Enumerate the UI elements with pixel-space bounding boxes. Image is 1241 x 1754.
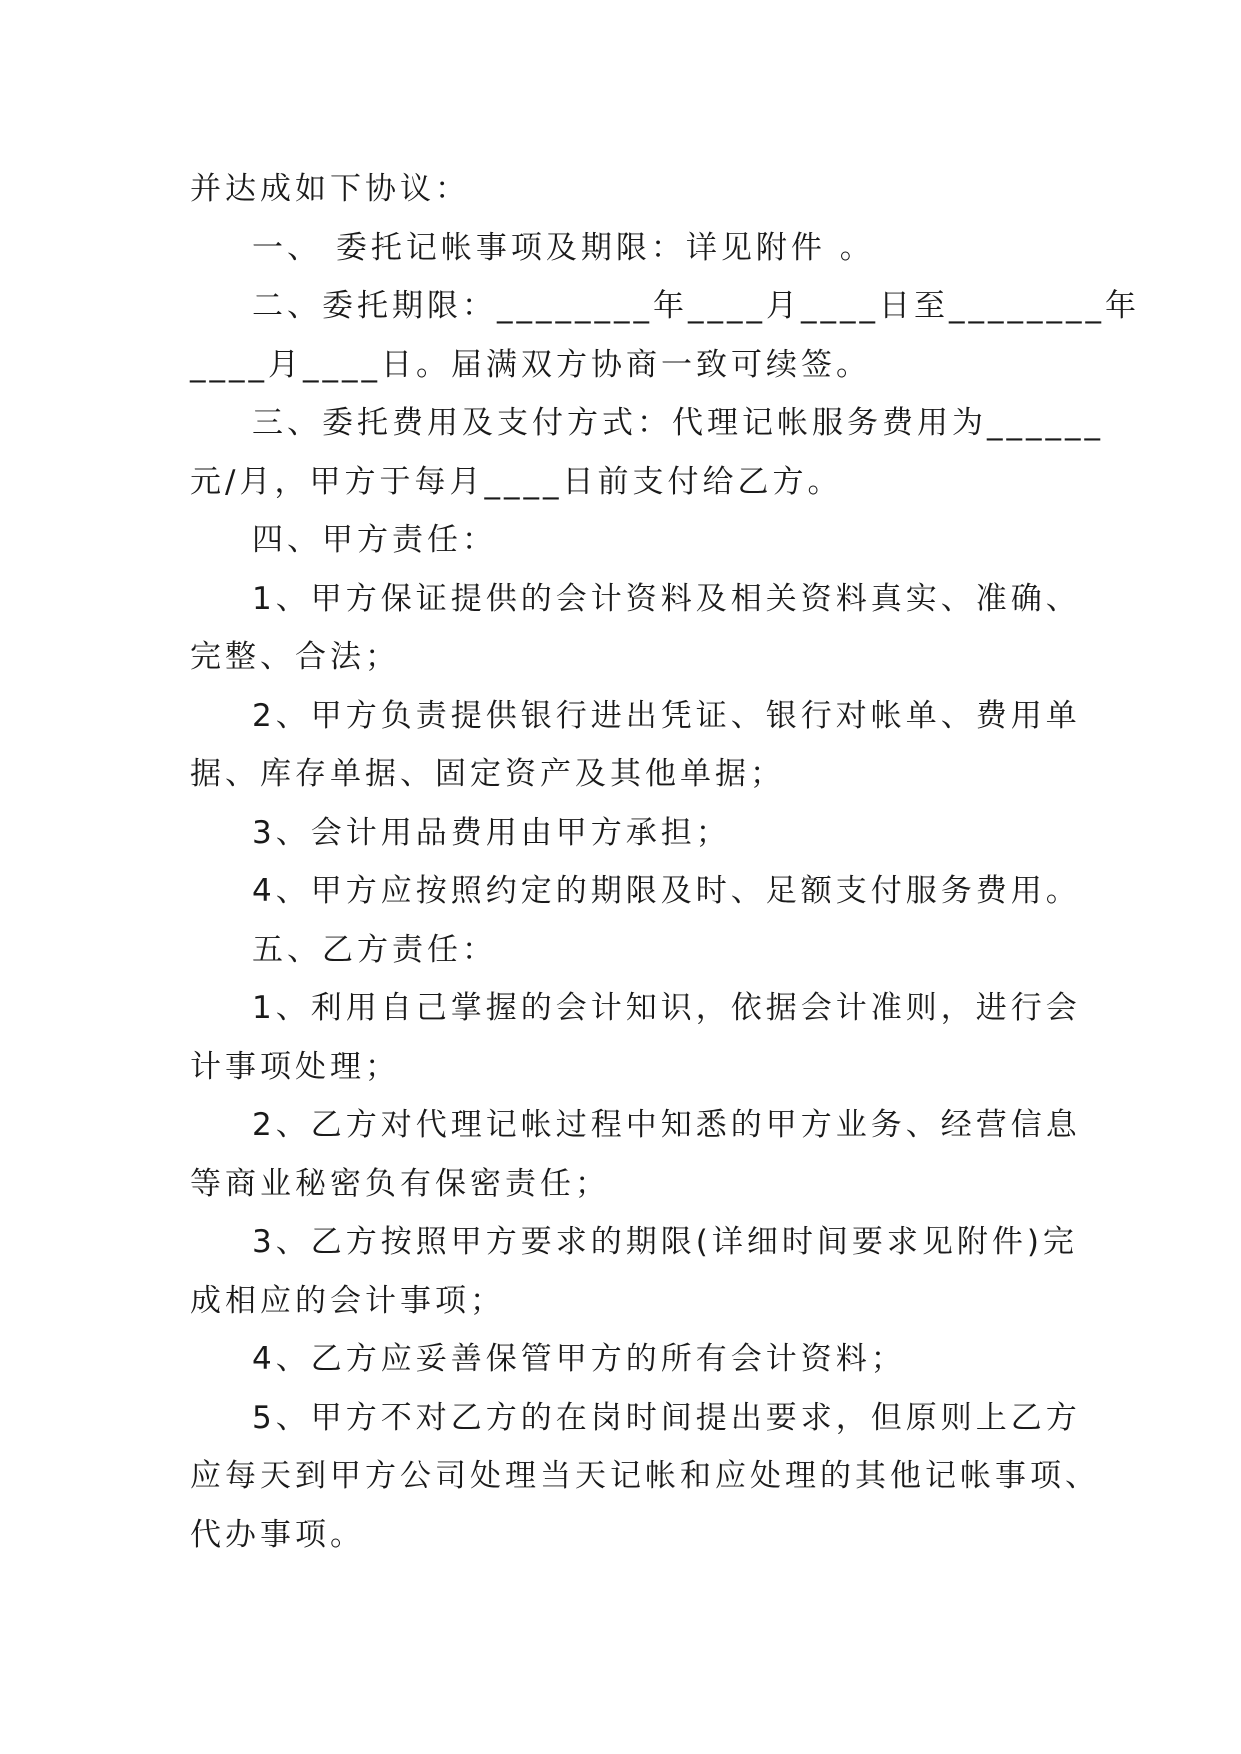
list-item: 4、甲方应按照约定的期限及时、足额支付服务费用。 xyxy=(252,873,1081,909)
section-heading-1: 一、 委托记帐事项及期限：详见附件 。 xyxy=(252,229,875,266)
list-item: 3、会计用品费用由甲方承担； xyxy=(252,814,731,851)
text-line: 成相应的会计事项； xyxy=(190,1282,505,1319)
text-line: 完整、合法； xyxy=(190,639,400,675)
text-line: 应每天到甲方公司处理当天记帐和应处理的其他记帐事项、 xyxy=(190,1458,1100,1494)
section-heading-2: 二、委托期限：________年____月____日至________年 xyxy=(252,288,1140,324)
text-line: 代办事项。 xyxy=(190,1516,365,1553)
text-line: ____月____日。届满双方协商一致可续签。 xyxy=(190,346,871,383)
list-item: 5、甲方不对乙方的在岗时间提出要求，但原则上乙方 xyxy=(252,1399,1081,1436)
text-line: 计事项处理； xyxy=(190,1048,400,1085)
text-line: 并达成如下协议： xyxy=(190,171,470,207)
list-item: 3、乙方按照甲方要求的期限(详细时间要求见附件)完 xyxy=(252,1224,1078,1260)
section-heading-4: 四、甲方责任： xyxy=(252,522,497,558)
list-item: 2、甲方负责提供银行进出凭证、银行对帐单、费用单 xyxy=(252,697,1081,734)
section-heading-5: 五、乙方责任： xyxy=(252,931,497,968)
list-item: 2、乙方对代理记帐过程中知悉的甲方业务、经营信息 xyxy=(252,1107,1081,1143)
text-line: 等商业秘密负有保密责任； xyxy=(190,1165,610,1202)
document-body xyxy=(190,160,1140,1564)
text-line: 元/月，甲方于每月____日前支付给乙方。 xyxy=(190,463,843,500)
list-item: 4、乙方应妥善保管甲方的所有会计资料； xyxy=(252,1341,906,1377)
section-heading-3: 三、委托费用及支付方式：代理记帐服务费用为______ xyxy=(252,405,1104,441)
text-line: 据、库存单据、固定资产及其他单据； xyxy=(190,756,785,792)
list-item: 1、利用自己掌握的会计知识，依据会计准则，进行会 xyxy=(252,990,1081,1026)
list-item: 1、甲方保证提供的会计资料及相关资料真实、准确、 xyxy=(252,580,1081,617)
